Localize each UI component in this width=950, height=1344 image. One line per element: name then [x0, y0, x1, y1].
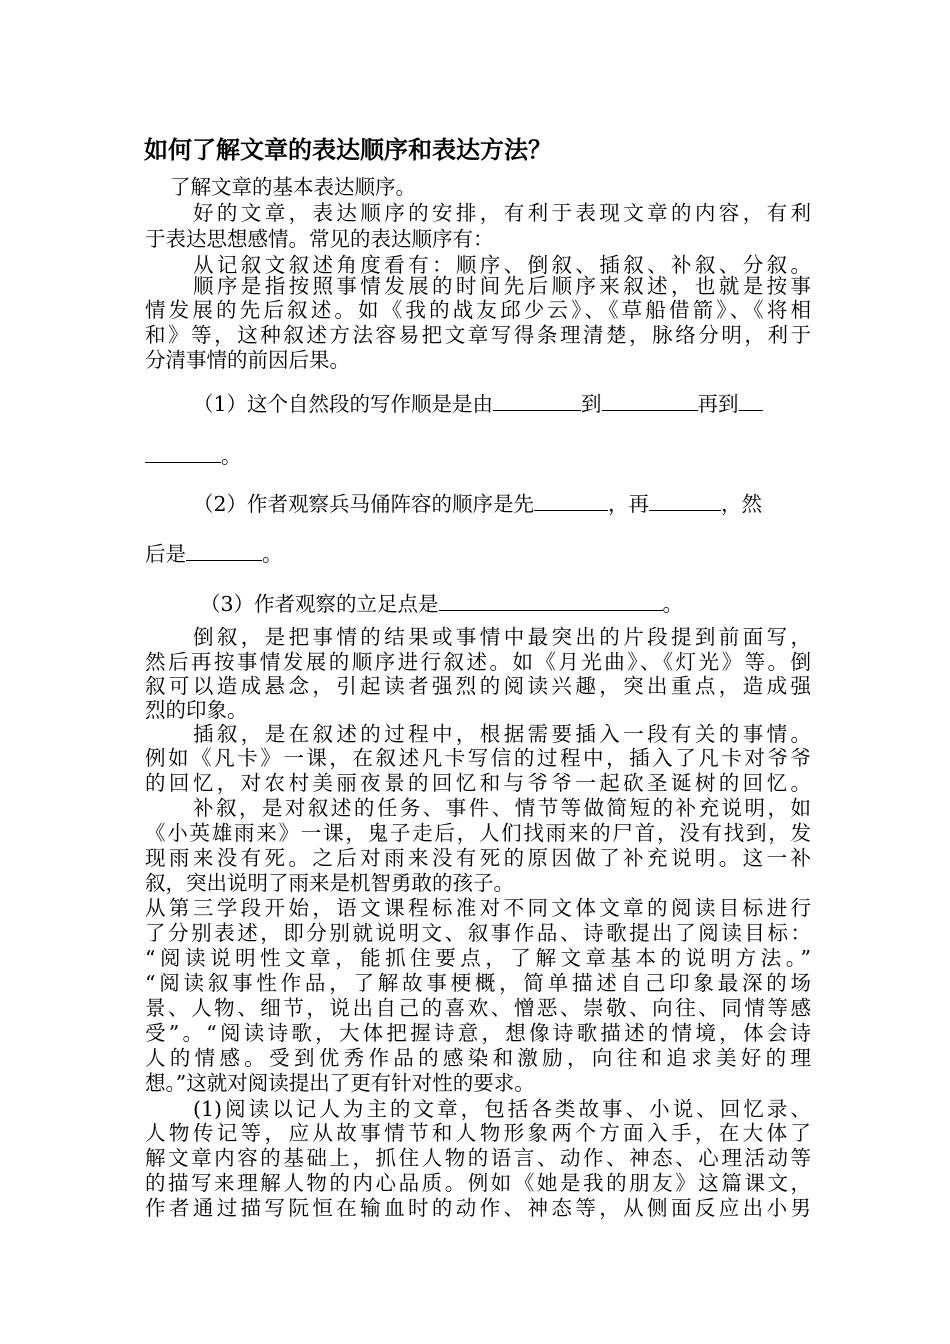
- question-1-text-b: 到: [581, 392, 602, 416]
- question-1-continued: [145, 440, 811, 470]
- paragraph-line: 然后再按事情发展的顺序进行叙述。如《月光曲》、《灯光》等。倒: [145, 650, 811, 674]
- paragraph-line: (1)阅读以记人为主的文章，包括各类故事、小说、回忆录、: [193, 1097, 811, 1121]
- question-3: [200, 588, 811, 618]
- paragraph-line: 现雨来没有死。之后对雨来没有死的原因做了补充说明。这一补: [145, 846, 811, 870]
- paragraph-line: 人的情感。受到优秀作品的感染和激励，向往和追求美好的理: [145, 1046, 811, 1070]
- paragraph-line: 叙，突出说明了雨来是机智勇敢的孩子。: [145, 871, 514, 895]
- question-2: [193, 488, 811, 518]
- answer-blank[interactable]: [186, 538, 262, 561]
- paragraph-line: 解文章内容的基础上，抓住人物的语言、动作、神态、心理活动等: [145, 1146, 811, 1170]
- paragraph-line: 的回忆，对农村美丽夜景的回忆和与爷爷一起砍圣诞树的回忆。: [145, 771, 811, 795]
- paragraph-line: “阅读叙事性作品，了解故事梗概，简单描述自己印象最深的场: [145, 971, 811, 995]
- answer-blank[interactable]: [602, 388, 698, 411]
- paragraph-line: 烈的印象。: [145, 698, 248, 722]
- question-2-text-d: 后是: [145, 542, 186, 566]
- paragraph-line: 和》等，这种叙述方法容易把文章写得条理清楚，脉络分明，利于: [145, 323, 811, 347]
- paragraph-line: 了分别表述，即分别就说明文、叙事作品、诗歌提出了阅读目标：: [145, 921, 811, 945]
- answer-blank[interactable]: [739, 388, 763, 411]
- question-1-text-c: 再到: [697, 392, 739, 416]
- paragraph-line: 倒叙，是把事情的结果或事情中最突出的片段提到前面写，: [193, 625, 811, 649]
- paragraph-line: 了解文章的基本表达顺序。: [170, 175, 416, 199]
- paragraph-line: 顺序是指按照事情发展的时间先后顺序来叙述，也就是按事: [193, 274, 811, 298]
- answer-blank[interactable]: [493, 388, 581, 411]
- question-2-text-c: ，然: [721, 492, 763, 516]
- question-3-text-a: （3）作者观察的立足点是: [200, 592, 439, 616]
- answer-blank[interactable]: [649, 488, 721, 511]
- paragraph-line: “阅读说明性文章，能抓住要点，了解文章基本的说明方法。”: [145, 946, 811, 970]
- paragraph-line: 人物传记等，应从故事情节和人物形象两个方面入手，在大体了: [145, 1121, 811, 1145]
- answer-blank[interactable]: [145, 440, 221, 463]
- question-3-text-b: 。: [662, 592, 684, 616]
- paragraph-line: 补叙，是对叙述的任务、事件、情节等做简短的补充说明，如: [193, 796, 811, 820]
- question-2-text-b: ，再: [608, 492, 650, 516]
- paragraph-line: 受”。“阅读诗歌，大体把握诗意，想像诗歌描述的情境，体会诗: [145, 1021, 811, 1045]
- paragraph-line: 从记叙文叙述角度看有：顺序、倒叙、插叙、补叙、分叙。: [193, 253, 811, 277]
- paragraph-line: 插叙，是在叙述的过程中，根据需要插入一段有关的事情。: [193, 722, 811, 746]
- question-2-continued: [145, 538, 811, 568]
- paragraph-line: 于表达思想感情。常见的表达顺序有：: [145, 227, 494, 251]
- question-1-text-a: （1）这个自然段的写作顺是是由: [193, 392, 494, 416]
- question-1-text-d: 。: [221, 444, 242, 468]
- paragraph-line: 想。”这就对阅读提出了更有针对性的要求。: [145, 1071, 535, 1095]
- paragraph-line: 作者通过描写阮恒在输血时的动作、神态等，从侧面反应出小男: [145, 1196, 811, 1220]
- paragraph-line: 景、人物、细节，说出自己的喜欢、憎恶、崇敬、向往、同情等感: [145, 996, 811, 1020]
- paragraph-line: 从第三学段开始，语文课程标准对不同文体文章的阅读目标进行: [145, 896, 811, 920]
- paragraph-line: 情发展的先后叙述。如《我的战友邱少云》、《草船借箭》、《将相: [145, 298, 811, 322]
- question-2-text-e: 。: [262, 542, 283, 566]
- answer-blank[interactable]: [534, 488, 608, 511]
- paragraph-line: 好的文章，表达顺序的安排，有利于表现文章的内容，有利: [193, 201, 811, 225]
- question-1: [193, 388, 811, 418]
- question-2-text-a: （2）作者观察兵马俑阵容的顺序是先: [193, 492, 535, 516]
- document-title: 如何了解文章的表达顺序和表达方法？: [144, 136, 552, 164]
- answer-blank[interactable]: [439, 588, 663, 611]
- paragraph-line: 分清事情的前因后果。: [145, 348, 350, 372]
- paragraph-line: 叙可以造成悬念，引起读者强烈的阅读兴趣，突出重点，造成强: [145, 674, 811, 698]
- paragraph-line: 例如《凡卡》一课，在叙述凡卡写信的过程中，插入了凡卡对爷爷: [145, 746, 811, 770]
- paragraph-line: 的描写来理解人物的内心品质。例如《她是我的朋友》这篇课文，: [145, 1171, 811, 1195]
- paragraph-line: 《小英雄雨来》一课，鬼子走后，人们找雨来的尸首，没有找到，发: [145, 821, 811, 845]
